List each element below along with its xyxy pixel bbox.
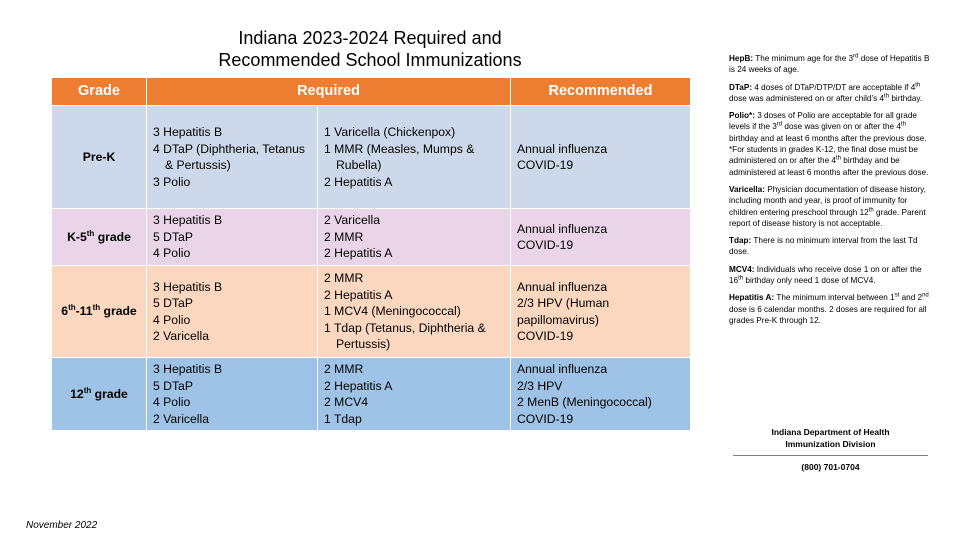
table-row-pre-k xyxy=(52,106,691,209)
required-cell-b xyxy=(318,358,511,431)
required-item: 2 Hepatitis A xyxy=(324,174,393,189)
required-item: 4 Polio xyxy=(153,312,191,327)
grade-label: 12th grade xyxy=(70,385,128,401)
recommended-item: COVID-19 xyxy=(517,158,574,172)
note-dtap: DTaP: 4 doses of DTaP/DTP/DT are acceptable if 4th dose was administered on or after child’s 4th birthday. xyxy=(729,81,923,103)
required-item: 4 DTaP (Diphtheria, Tetanus & Pertussis) xyxy=(153,141,305,172)
required-item: 2 MMR xyxy=(324,271,364,286)
required-item: 3 Hepatitis B xyxy=(153,362,223,376)
org-name: Indiana Department of Health xyxy=(771,427,890,437)
required-item: 2 Hepatitis A xyxy=(324,287,393,302)
required-cell-a xyxy=(147,358,318,431)
immunization-table xyxy=(51,77,691,431)
grade-label: K-5th grade xyxy=(67,228,131,244)
required-item: 1 Tdap (Tetanus, Diphtheria & Pertussis) xyxy=(324,320,486,352)
table-row-6-11 xyxy=(52,266,691,358)
required-item: 5 DTaP xyxy=(153,378,193,393)
note-varicella: Varicella: Physician documentation of disease history, including month and year, is proof of immunity for children entering preschool through 12th grade. Parent report of disease history is not acceptable. xyxy=(729,184,926,228)
recommended-item: COVID-19 xyxy=(517,238,574,252)
required-item: 3 Hepatitis B xyxy=(153,279,223,294)
note-mcv4: MCV4: Individuals who receive dose 1 on or after the 16th birthday only need 1 dose of MCV4. xyxy=(729,264,922,286)
contact-block xyxy=(733,427,928,474)
header-recommended: Recommended xyxy=(511,78,691,106)
recommended-item: COVID-19 xyxy=(517,411,574,426)
required-item: 2 Varicella xyxy=(153,329,209,343)
publication-date: November 2022 xyxy=(26,520,98,531)
required-item: 2 Varicella xyxy=(153,411,209,426)
grade-cell xyxy=(52,266,147,358)
required-item: 2 MCV4 xyxy=(324,395,369,409)
required-item: 4 Polio xyxy=(153,395,191,409)
note-polio: Polio*: 3 doses of Polio are acceptable for all grade levels if the 3rd dose was given on or after the 4th birthday and at least 6 months after the previous dose. *For students in grades K-12, the final dose must be administered on or after the 4th birthday and be administered at least 6 months after the previous dose. xyxy=(729,110,934,178)
required-cell-b xyxy=(318,106,511,209)
recommended-cell xyxy=(511,358,691,431)
required-item: 5 DTaP xyxy=(153,229,193,244)
required-item: 1 Tdap xyxy=(324,411,362,426)
note-tdap: Tdap: There is no minimum interval from the last Td dose. xyxy=(729,236,918,257)
required-cell-a xyxy=(147,266,318,358)
title-line-2: Recommended School Immunizations xyxy=(218,50,522,70)
recommended-item: COVID-19 xyxy=(517,329,574,343)
recommended-cell xyxy=(511,209,691,266)
recommended-item: Annual influenza xyxy=(517,141,608,156)
grade-label: 6th-11th grade xyxy=(61,303,137,319)
required-item: 3 Hepatitis B xyxy=(153,125,223,139)
note-hepb: HepB: The minimum age for the 3rd dose of Hepatitis B is 24 weeks of age. xyxy=(729,53,930,75)
required-cell-a xyxy=(147,209,318,266)
grade-label: Pre-K xyxy=(82,149,116,164)
table-row-12 xyxy=(52,358,691,431)
footnotes-panel xyxy=(729,53,934,332)
required-item: 3 Polio xyxy=(153,174,191,189)
required-item: 2 Varicella xyxy=(324,213,380,228)
table-row-k-5 xyxy=(52,209,691,266)
header-required: Required xyxy=(147,78,511,106)
note-hepatitis-a: Hepatitis A: The minimum interval between 1st and 2nd dose is 6 calendar months. 2 doses are required for all grades Pre-K through 12. xyxy=(729,292,929,325)
required-item: 2 MMR xyxy=(324,362,364,376)
recommended-cell xyxy=(511,106,691,209)
divider xyxy=(733,455,928,456)
recommended-item: 2 MenB (Meningococcal) xyxy=(517,395,652,409)
recommended-item: Annual influenza xyxy=(517,221,608,236)
phone-number: (800) 701-0704 xyxy=(801,462,860,472)
recommended-item: 2/3 HPV (Human papillomavirus) xyxy=(517,296,610,327)
required-item: 1 MMR (Measles, Mumps & Rubella) xyxy=(324,141,475,172)
required-item: 2 Hepatitis A xyxy=(324,246,393,261)
required-item: 1 Varicella (Chickenpox) xyxy=(324,125,456,139)
required-item: 5 DTaP xyxy=(153,296,193,310)
title-line-1: Indiana 2023-2024 Required and xyxy=(238,28,502,48)
grade-cell xyxy=(52,106,147,209)
required-item: 3 Hepatitis B xyxy=(153,213,223,228)
page-title xyxy=(150,27,590,71)
required-cell-a xyxy=(147,106,318,209)
grade-cell xyxy=(52,358,147,431)
required-item: 4 Polio xyxy=(153,246,191,261)
required-item: 2 MMR xyxy=(324,229,364,244)
recommended-item: 2/3 HPV xyxy=(517,378,563,393)
grade-cell xyxy=(52,209,147,266)
header-grade: Grade xyxy=(52,78,147,106)
table-header-row xyxy=(52,78,691,106)
required-item: 1 MCV4 (Meningococcal) xyxy=(324,304,461,319)
recommended-cell xyxy=(511,266,691,358)
note-polio-asterisk: *For students in grades K-12, the final dose must be administered on or after the 4th birthday and be administered at least 6 months after the previous dose. xyxy=(729,145,929,177)
required-cell-b xyxy=(318,209,511,266)
required-cell-b xyxy=(318,266,511,358)
org-division: Immunization Division xyxy=(785,438,876,449)
recommended-item: Annual influenza xyxy=(517,279,608,294)
required-item: 2 Hepatitis A xyxy=(324,378,393,393)
recommended-item: Annual influenza xyxy=(517,362,608,376)
